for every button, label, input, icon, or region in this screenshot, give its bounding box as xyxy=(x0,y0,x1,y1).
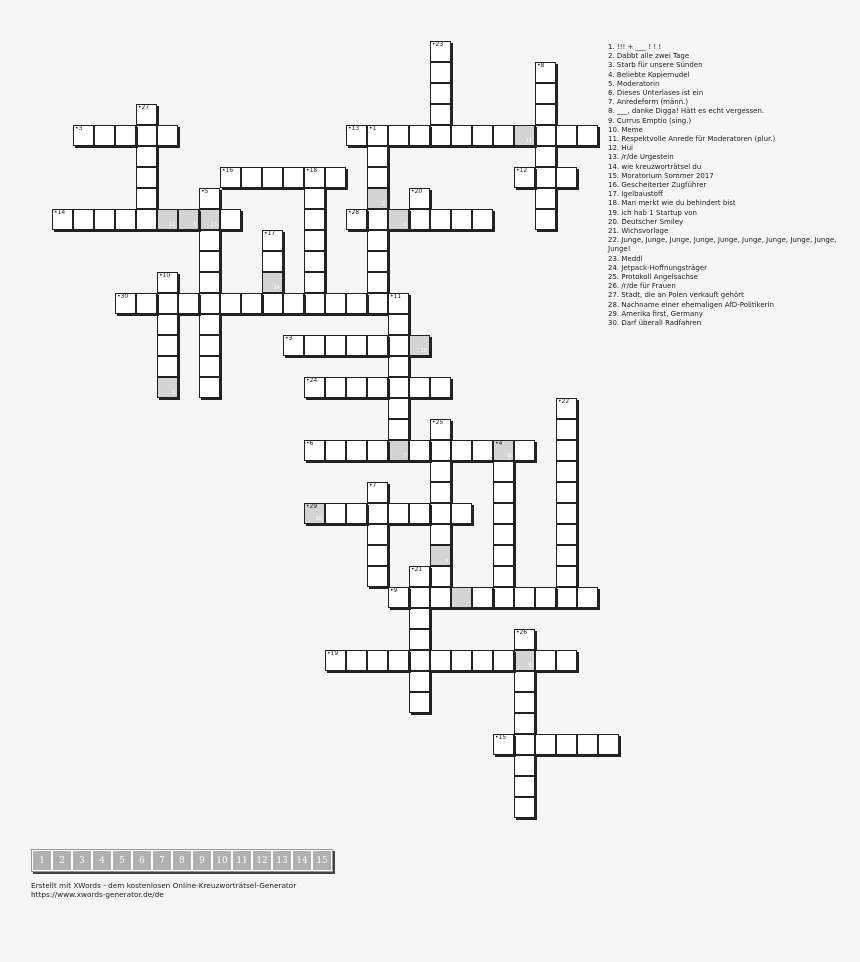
footer-credit xyxy=(31,881,296,899)
clue-item: 6. Dieses Unterlases ist ein xyxy=(608,89,704,98)
crossword-cell[interactable] xyxy=(325,377,346,398)
crossword-cell[interactable] xyxy=(388,356,409,377)
crossword-cell[interactable] xyxy=(304,335,325,356)
clue-number: •20 xyxy=(411,188,423,195)
crossword-cell[interactable] xyxy=(367,503,388,524)
crossword-cell[interactable] xyxy=(241,293,262,314)
crossword-cell[interactable] xyxy=(556,440,577,461)
clue-number: •18 xyxy=(306,167,318,174)
crossword-cell[interactable] xyxy=(346,503,367,524)
solution-box[interactable]: 13 xyxy=(272,850,292,871)
crossword-cell[interactable] xyxy=(430,104,451,125)
crossword-cell[interactable] xyxy=(388,335,409,356)
crossword-cell[interactable] xyxy=(472,587,493,608)
clue-item: 19. ich hab 1 Startup von xyxy=(608,208,697,217)
crossword-cell[interactable] xyxy=(535,734,556,755)
crossword-cell[interactable] xyxy=(136,104,157,125)
clue-number: •25 xyxy=(432,419,444,426)
crossword-cell[interactable] xyxy=(199,356,220,377)
crossword-cell[interactable] xyxy=(325,650,346,671)
clue-number: •11 xyxy=(390,293,402,300)
crossword-cell[interactable] xyxy=(535,188,556,209)
crossword-cell[interactable] xyxy=(430,524,451,545)
crossword-cell[interactable] xyxy=(493,566,514,587)
crossword-cell[interactable] xyxy=(94,209,115,230)
solution-box[interactable]: 7 xyxy=(152,850,172,871)
crossword-cell[interactable] xyxy=(577,125,598,146)
solution-index: 11 xyxy=(525,138,532,144)
solution-index: 14 xyxy=(273,285,280,291)
clue-number: •16 xyxy=(222,167,234,174)
crossword-cell[interactable] xyxy=(514,650,535,671)
solution-index: 15 xyxy=(420,348,427,354)
footer-url: https://www.xwords-generator.de/de xyxy=(31,890,164,899)
crossword-cell[interactable] xyxy=(493,503,514,524)
crossword-cell[interactable] xyxy=(409,650,430,671)
solution-index: 8 xyxy=(507,453,511,459)
clue-number: •6 xyxy=(306,440,314,447)
crossword-cell[interactable] xyxy=(157,377,178,398)
crossword-cell[interactable] xyxy=(430,461,451,482)
clue-number: •8 xyxy=(537,62,545,69)
crossword-cell[interactable] xyxy=(157,209,178,230)
clue-number: •1 xyxy=(369,125,377,132)
clue-item: 12. Hui xyxy=(608,144,634,153)
crossword-cell[interactable] xyxy=(388,209,409,230)
crossword-cell[interactable] xyxy=(367,125,388,146)
clue-number: •10 xyxy=(159,272,171,279)
crossword-cell[interactable] xyxy=(493,545,514,566)
crossword-cell[interactable] xyxy=(409,671,430,692)
clue-number: •15 xyxy=(495,734,507,741)
crossword-cell[interactable] xyxy=(388,377,409,398)
clue-item: 5. Moderatorin xyxy=(608,79,660,88)
solution-index: 4 xyxy=(402,222,406,228)
crossword-cell[interactable] xyxy=(409,587,430,608)
clue-item: 24. Jetpack-Hoffnungsträger xyxy=(608,263,707,272)
crossword-cell[interactable] xyxy=(346,209,367,230)
crossword-cell[interactable] xyxy=(493,524,514,545)
crossword-cell[interactable] xyxy=(493,734,514,755)
crossword-cell[interactable] xyxy=(136,146,157,167)
clue-number: •27 xyxy=(138,104,150,111)
crossword-cell[interactable] xyxy=(535,146,556,167)
crossword-cell[interactable] xyxy=(157,125,178,146)
crossword-cell[interactable] xyxy=(556,167,577,188)
crossword-cell[interactable] xyxy=(514,587,535,608)
crossword-cell[interactable] xyxy=(514,629,535,650)
clue-number: •3 xyxy=(285,335,293,342)
crossword-cell[interactable] xyxy=(556,734,577,755)
crossword-cell[interactable] xyxy=(262,230,283,251)
clue-item: 20. Deutscher Smiley xyxy=(608,217,684,226)
crossword-cell[interactable] xyxy=(136,167,157,188)
crossword-cell[interactable] xyxy=(409,377,430,398)
crossword-cell[interactable] xyxy=(388,587,409,608)
crossword-cell[interactable] xyxy=(346,650,367,671)
clue-number: •22 xyxy=(558,398,570,405)
crossword-cell[interactable] xyxy=(388,398,409,419)
crossword-cell[interactable] xyxy=(346,440,367,461)
crossword-cell[interactable] xyxy=(115,125,136,146)
clue-number: •26 xyxy=(516,629,528,636)
crossword-cell[interactable] xyxy=(430,587,451,608)
crossword-cell[interactable] xyxy=(388,440,409,461)
solution-box[interactable]: 14 xyxy=(292,850,312,871)
crossword-cell[interactable] xyxy=(367,377,388,398)
crossword-cell[interactable] xyxy=(451,440,472,461)
crossword-cell[interactable] xyxy=(472,125,493,146)
crossword-cell[interactable] xyxy=(556,398,577,419)
clue-item: 9. Currus Emptio (sing.) xyxy=(608,116,692,125)
crossword-cell[interactable] xyxy=(535,83,556,104)
crossword-cell[interactable] xyxy=(199,293,220,314)
crossword-cell[interactable] xyxy=(409,692,430,713)
crossword-cell[interactable] xyxy=(409,629,430,650)
clue-number: •4 xyxy=(495,440,503,447)
clue-item: 29. Amerika first, Germany xyxy=(608,309,703,318)
clue-item: 1. !!! + ___ ! ! ! xyxy=(608,43,662,51)
solution-word-boxes xyxy=(31,849,333,872)
crossword-cell[interactable] xyxy=(199,314,220,335)
crossword-cell[interactable] xyxy=(178,209,199,230)
clue-number: •13 xyxy=(348,125,360,132)
crossword-cell[interactable] xyxy=(556,566,577,587)
clue-item: 15. Moratorium Sommer 2017 xyxy=(608,171,714,180)
clue-item: 11. Respektvolle Anrede für Moderatoren (plur.) xyxy=(608,135,776,144)
crossword-cell[interactable] xyxy=(199,377,220,398)
crossword-cell[interactable] xyxy=(472,650,493,671)
clue-item: 28. Nachname einer ehemaligen AfD-Politikerin xyxy=(608,300,774,309)
clue-item: 10. Meme xyxy=(608,125,643,134)
crossword-cell[interactable] xyxy=(136,293,157,314)
crossword-cell[interactable] xyxy=(409,566,430,587)
crossword-cell[interactable] xyxy=(136,125,157,146)
solution-box[interactable]: 5 xyxy=(112,850,132,871)
crossword-cell[interactable] xyxy=(367,566,388,587)
crossword-cell[interactable] xyxy=(346,293,367,314)
crossword-cell[interactable] xyxy=(535,104,556,125)
crossword-cell[interactable] xyxy=(304,251,325,272)
crossword-cell[interactable] xyxy=(514,692,535,713)
crossword-cell[interactable] xyxy=(430,545,451,566)
crossword-cell[interactable] xyxy=(73,125,94,146)
solution-index: 6 xyxy=(528,663,532,669)
crossword-cell[interactable] xyxy=(262,251,283,272)
crossword-cell[interactable] xyxy=(241,167,262,188)
crossword-cell[interactable] xyxy=(409,188,430,209)
clue-number: •5 xyxy=(201,188,209,195)
crossword-cell[interactable] xyxy=(325,440,346,461)
crossword-cell[interactable] xyxy=(304,272,325,293)
clue-item: 17. Igelbaustoff xyxy=(608,190,663,199)
solution-box[interactable]: 4 xyxy=(92,850,112,871)
crossword-cell[interactable] xyxy=(157,314,178,335)
crossword-cell[interactable] xyxy=(199,251,220,272)
crossword-cell[interactable] xyxy=(430,62,451,83)
crossword-cell[interactable] xyxy=(514,776,535,797)
crossword-cell[interactable] xyxy=(409,503,430,524)
crossword-cell[interactable] xyxy=(493,125,514,146)
crossword-cell[interactable] xyxy=(367,335,388,356)
clue-number: •12 xyxy=(516,167,528,174)
clue-number: •19 xyxy=(327,650,339,657)
crossword-cell[interactable] xyxy=(535,167,556,188)
crossword-cell[interactable] xyxy=(514,125,535,146)
clue-item: 27. Stadt, die an Polen verkauft gehört xyxy=(608,291,744,300)
crossword-cell[interactable] xyxy=(535,62,556,83)
crossword-cell[interactable] xyxy=(304,440,325,461)
crossword-cell[interactable] xyxy=(304,209,325,230)
crossword-cell[interactable] xyxy=(367,650,388,671)
solution-index: 13 xyxy=(210,222,217,228)
crossword-cell[interactable] xyxy=(409,125,430,146)
solution-index: 12 xyxy=(168,222,175,228)
crossword-cell[interactable] xyxy=(388,503,409,524)
crossword-cell[interactable] xyxy=(556,524,577,545)
solution-index: 2 xyxy=(381,201,385,207)
crossword-cell[interactable] xyxy=(430,41,451,62)
crossword-cell[interactable] xyxy=(199,335,220,356)
clue-list xyxy=(608,43,848,328)
crossword-cell[interactable] xyxy=(325,167,346,188)
crossword-cell[interactable] xyxy=(556,650,577,671)
solution-box[interactable]: 15 xyxy=(312,850,332,871)
crossword-cell[interactable] xyxy=(409,335,430,356)
solution-box[interactable]: 2 xyxy=(52,850,72,871)
crossword-cell[interactable] xyxy=(262,167,283,188)
crossword-cell[interactable] xyxy=(430,209,451,230)
crossword-cell[interactable] xyxy=(262,272,283,293)
crossword-cell[interactable] xyxy=(493,440,514,461)
crossword-cell[interactable] xyxy=(556,419,577,440)
crossword-cell[interactable] xyxy=(430,566,451,587)
crossword-cell[interactable] xyxy=(493,461,514,482)
crossword-cell[interactable] xyxy=(514,797,535,818)
crossword-cell[interactable] xyxy=(199,188,220,209)
crossword-cell[interactable] xyxy=(304,230,325,251)
solution-index: 9 xyxy=(444,558,448,564)
crossword-cell[interactable] xyxy=(514,167,535,188)
clue-item: 21. Wichsvorlage xyxy=(608,227,669,236)
crossword-cell[interactable] xyxy=(199,230,220,251)
crossword-cell[interactable] xyxy=(430,377,451,398)
crossword-cell[interactable] xyxy=(577,734,598,755)
crossword-cell[interactable] xyxy=(136,188,157,209)
crossword-cell[interactable] xyxy=(199,272,220,293)
crossword-cell[interactable] xyxy=(577,587,598,608)
clue-number: •7 xyxy=(369,482,377,489)
crossword-cell[interactable] xyxy=(388,125,409,146)
clue-item: 3. Starb für unsere Sünden xyxy=(608,61,703,70)
crossword-cell[interactable] xyxy=(514,440,535,461)
solution-index: 5 xyxy=(171,390,175,396)
solution-index: 7 xyxy=(402,453,406,459)
crossword-cell[interactable] xyxy=(514,734,535,755)
clue-item: 8. ___, danke Digga! Hätt es echt vergessen. xyxy=(608,107,765,116)
clue-item: 18. Man merkt wie du behindert bist xyxy=(608,199,736,208)
crossword-cell[interactable] xyxy=(556,461,577,482)
crossword-cell[interactable] xyxy=(325,335,346,356)
crossword-cell[interactable] xyxy=(430,419,451,440)
clue-number: •23 xyxy=(432,41,444,48)
crossword-cell[interactable] xyxy=(346,377,367,398)
crossword-cell[interactable] xyxy=(220,167,241,188)
crossword-cell[interactable] xyxy=(514,713,535,734)
crossword-cell[interactable] xyxy=(388,293,409,314)
clue-number: •30 xyxy=(117,293,129,300)
solution-box[interactable]: 11 xyxy=(232,850,252,871)
solution-index: 3 xyxy=(192,222,196,228)
crossword-cell[interactable] xyxy=(535,209,556,230)
crossword-cell[interactable] xyxy=(304,377,325,398)
crossword-cell[interactable] xyxy=(556,125,577,146)
crossword-cell[interactable] xyxy=(367,167,388,188)
crossword-cell[interactable] xyxy=(493,482,514,503)
crossword-cell[interactable] xyxy=(598,734,619,755)
crossword-cell[interactable] xyxy=(409,608,430,629)
crossword-cell[interactable] xyxy=(430,83,451,104)
clue-item: 16. Gescheiterter Zugführer xyxy=(608,181,707,190)
crossword-cell[interactable] xyxy=(157,272,178,293)
solution-index: 10 xyxy=(315,516,322,522)
crossword-cell[interactable] xyxy=(409,440,430,461)
crossword-cell[interactable] xyxy=(367,230,388,251)
solution-box[interactable]: 3 xyxy=(72,850,92,871)
crossword-cell[interactable] xyxy=(451,650,472,671)
crossword-cell[interactable] xyxy=(367,524,388,545)
crossword-cell[interactable] xyxy=(451,209,472,230)
crossword-cell[interactable] xyxy=(493,650,514,671)
crossword-cell[interactable] xyxy=(514,755,535,776)
crossword-cell[interactable] xyxy=(388,314,409,335)
crossword-cell[interactable] xyxy=(556,545,577,566)
crossword-cell[interactable] xyxy=(220,293,241,314)
crossword-cell[interactable] xyxy=(283,167,304,188)
crossword-cell[interactable] xyxy=(178,293,199,314)
clue-number: •14 xyxy=(54,209,66,216)
crossword-cell[interactable] xyxy=(115,293,136,314)
clue-item: 4. Beliebte Kopiernudel xyxy=(608,70,690,79)
crossword-cell[interactable] xyxy=(304,167,325,188)
crossword-cell[interactable] xyxy=(52,209,73,230)
crossword-cell[interactable] xyxy=(325,503,346,524)
solution-box[interactable]: 6 xyxy=(132,850,152,871)
crossword-cell[interactable] xyxy=(283,293,304,314)
crossword-cell[interactable] xyxy=(472,440,493,461)
crossword-cell[interactable] xyxy=(325,293,346,314)
crossword-cell[interactable] xyxy=(304,293,325,314)
crossword-cell[interactable] xyxy=(367,188,388,209)
crossword-cell[interactable] xyxy=(115,209,136,230)
clue-item: 23. Meddl xyxy=(608,254,643,263)
crossword-cell[interactable] xyxy=(367,293,388,314)
solution-box[interactable]: 1 xyxy=(32,850,52,871)
crossword-cell[interactable] xyxy=(514,671,535,692)
crossword-cell[interactable] xyxy=(367,209,388,230)
crossword-cell[interactable] xyxy=(346,335,367,356)
crossword-cell[interactable] xyxy=(304,188,325,209)
clue-item: 30. Darf überall Radfahren xyxy=(608,319,702,328)
crossword-cell[interactable] xyxy=(556,482,577,503)
crossword-cell[interactable] xyxy=(367,482,388,503)
clue-item: 13. /r/de Urgestein xyxy=(608,153,674,162)
crossword-cell[interactable] xyxy=(367,146,388,167)
clue-number: •28 xyxy=(348,209,360,216)
crossword-cell[interactable] xyxy=(94,125,115,146)
crossword-cell[interactable] xyxy=(451,503,472,524)
clue-item: 22. Junge, Junge, Junge, Junge, Junge, Junge, Junge, Junge, Junge, Junge! xyxy=(608,236,837,254)
crossword-cell[interactable] xyxy=(367,545,388,566)
footer-line-1: Erstellt mit XWords - dem kostenlosen Online-Kreuzworträtsel-Generator xyxy=(31,881,297,890)
clue-number: •17 xyxy=(264,230,276,237)
crossword-cell[interactable] xyxy=(493,587,514,608)
crossword-cell[interactable] xyxy=(388,419,409,440)
crossword-cell[interactable] xyxy=(388,650,409,671)
clue-item: 2. Dabbt alle zwei Tage xyxy=(608,52,690,61)
solution-box[interactable]: 9 xyxy=(192,850,212,871)
crossword-cell[interactable] xyxy=(283,335,304,356)
clue-number: •24 xyxy=(306,377,318,384)
crossword-cell[interactable] xyxy=(367,251,388,272)
clue-number: •21 xyxy=(411,566,423,573)
crossword-cell[interactable] xyxy=(556,587,577,608)
crossword-cell[interactable] xyxy=(367,440,388,461)
crossword-cell[interactable] xyxy=(535,650,556,671)
crossword-cell[interactable] xyxy=(199,209,220,230)
crossword-cell[interactable] xyxy=(157,335,178,356)
clue-item: 26. /r/de für Frauen xyxy=(608,282,676,291)
crossword-cell[interactable] xyxy=(430,650,451,671)
crossword-cell[interactable] xyxy=(409,209,430,230)
crossword-cell[interactable] xyxy=(430,482,451,503)
solution-box[interactable]: 8 xyxy=(172,850,192,871)
crossword-cell[interactable] xyxy=(367,272,388,293)
crossword-cell[interactable] xyxy=(430,440,451,461)
crossword-cell[interactable] xyxy=(451,587,472,608)
clue-item: 7. Anredeform (männ.) xyxy=(608,98,689,107)
crossword-cell[interactable] xyxy=(535,587,556,608)
crossword-cell[interactable] xyxy=(73,209,94,230)
crossword-cell[interactable] xyxy=(157,356,178,377)
clue-number: •29 xyxy=(306,503,318,510)
crossword-cell[interactable] xyxy=(430,503,451,524)
crossword-cell[interactable] xyxy=(535,125,556,146)
clue-item: 14. wie kreuzworträtsel du xyxy=(608,162,702,171)
solution-box[interactable]: 12 xyxy=(252,850,272,871)
crossword-cell[interactable] xyxy=(451,125,472,146)
crossword-cell[interactable] xyxy=(220,209,241,230)
clue-number: •9 xyxy=(390,587,398,594)
clue-number: •3 xyxy=(75,125,83,132)
crossword-cell[interactable] xyxy=(556,503,577,524)
crossword-cell[interactable] xyxy=(136,209,157,230)
crossword-cell[interactable] xyxy=(304,503,325,524)
crossword-cell[interactable] xyxy=(430,125,451,146)
clue-item: 25. Protokoll Angelsachse xyxy=(608,273,698,282)
crossword-cell[interactable] xyxy=(262,293,283,314)
crossword-cell[interactable] xyxy=(472,209,493,230)
crossword-cell[interactable] xyxy=(157,293,178,314)
crossword-cell[interactable] xyxy=(346,125,367,146)
solution-box[interactable]: 10 xyxy=(212,850,232,871)
